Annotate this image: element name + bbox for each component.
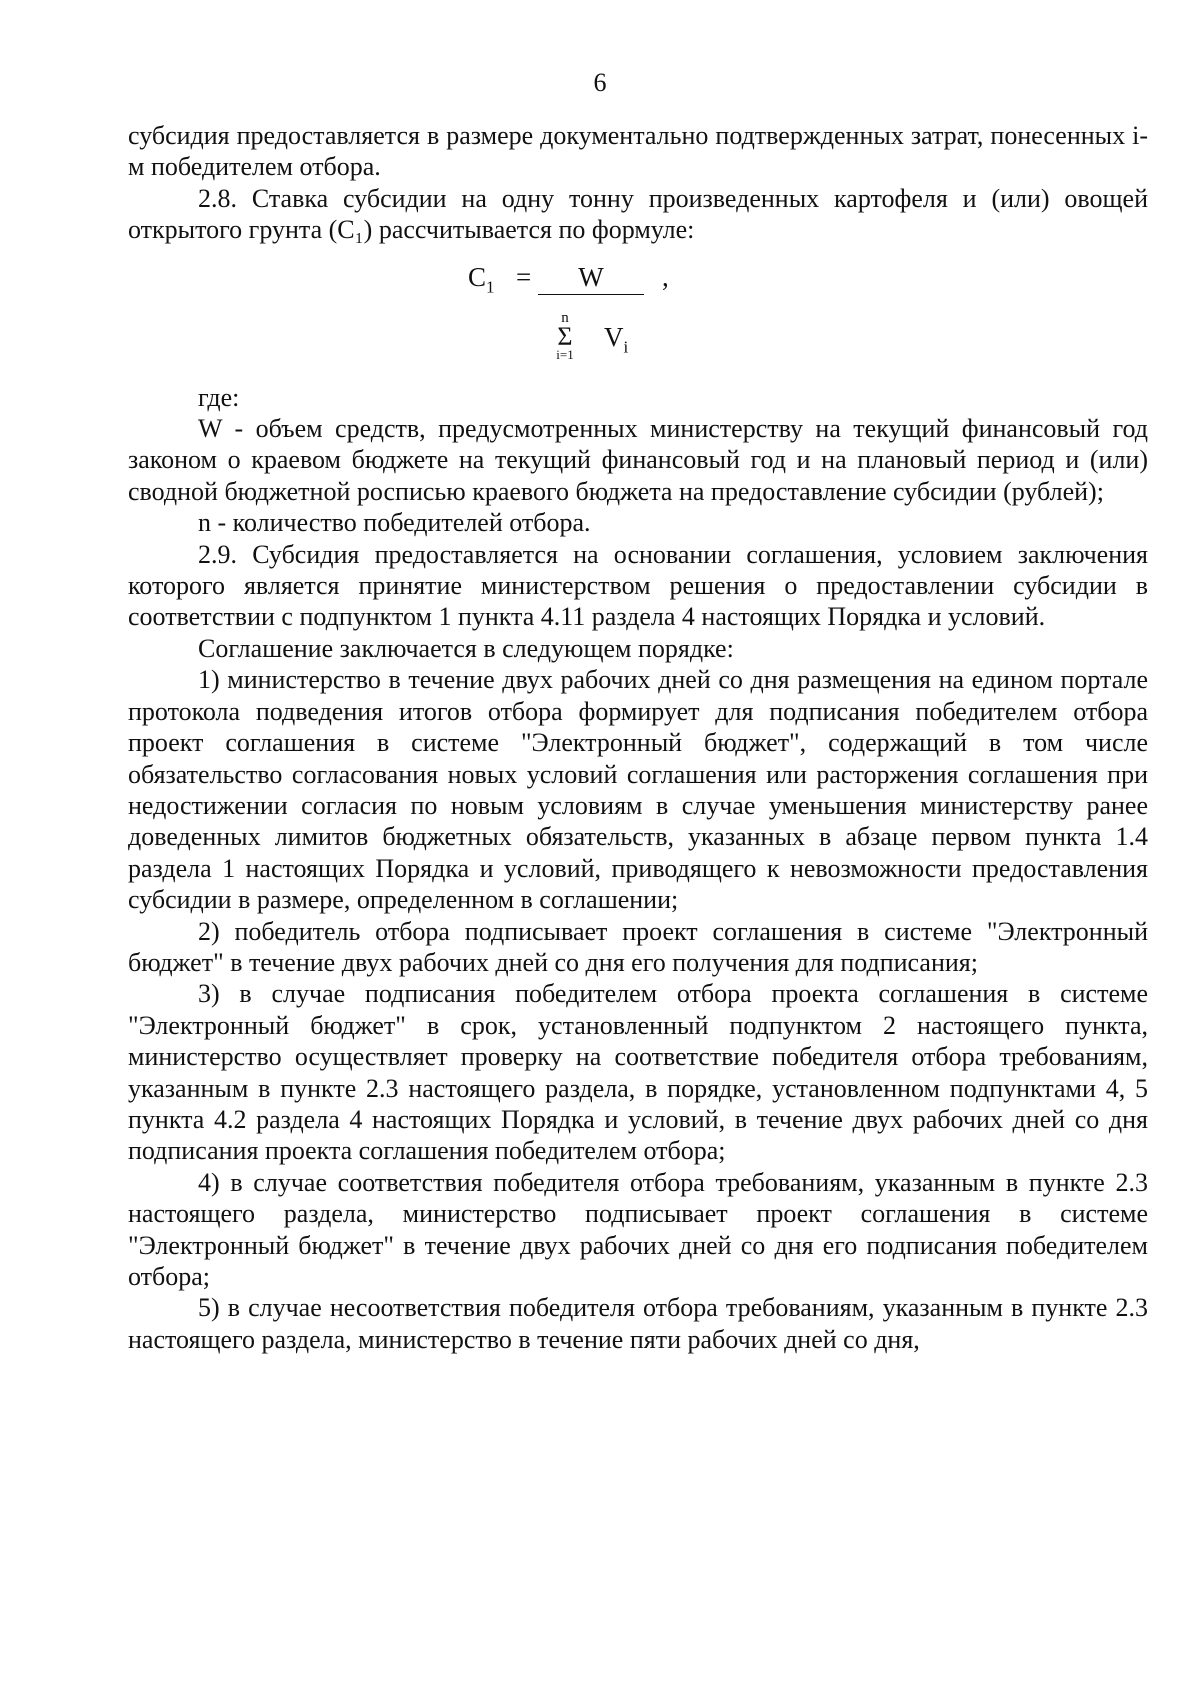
- paragraph-2-8: 2.8. Ставка субсидии на одну тонну произведенных картофеля и (или) овощей открытого грунта (C₁) рассчитывается по формуле:: [128, 183, 1148, 245]
- paragraph-intro: субсидия предоставляется в размере документально подтвержденных затрат, понесенных i-м победителем отбора.: [128, 121, 1148, 182]
- formula-comma: ,: [662, 261, 669, 292]
- paragraph-item-3: 3) в случае подписания победителем отбора проекта соглашения в системе "Электронный бюджет" в срок, установленный подпунктом 2 настоящего пункта, министерство осуществляет проверку на соответствие победителя отбора требованиям, указанным в пункте 2.3 настоящего раздела, в порядке, установленном подпунктами 4, 5 пункта 4.2 раздела 4 настоящих Порядка и условий, в течение двух рабочих дней со дня подписания проекта соглашения победителем отбора;: [128, 979, 1148, 1166]
- page-number: 6: [593, 68, 607, 97]
- paragraph-item-5: 5) в случае несоответствия победителя отбора требованиям, указанным в пункте 2.3 настоящего раздела, министерство в течение пяти рабочих дней со дня,: [128, 1293, 1148, 1354]
- document-body: [128, 120, 1148, 1355]
- paragraph-order: Соглашение заключается в следующем порядке:: [198, 633, 734, 663]
- paragraph-where: где:: [198, 382, 240, 412]
- fraction-line: [538, 294, 644, 295]
- formula-denominator: $V_i$: [604, 321, 629, 357]
- summation-sign: n Σ i=1: [556, 309, 574, 362]
- paragraph-item-2: 2) победитель отбора подписывает проект соглашения в системе "Электронный бюджет" в течение двух рабочих дней со дня его получения для подписания;: [128, 916, 1148, 977]
- paragraph-item-4: 4) в случае соответствия победителя отбора требованиям, указанным в пункте 2.3 настоящего раздела, министерство подписывает проект соглашения в системе "Электронный бюджет" в течение двух рабочих дней со дня его подписания победителем отбора;: [128, 1167, 1148, 1291]
- paragraph-2-9: 2.9. Субсидия предоставляется на основании соглашения, условием заключения которого является принятие министерством решения о предоставлении субсидии в соответствии с подпунктом 1 пункта 4.11 раздела 4 настоящих Порядка и условий.: [128, 539, 1148, 632]
- formula-numerator: W: [578, 261, 604, 292]
- formula-lhs: $C_1$: [468, 261, 495, 297]
- paragraph-item-1: 1) министерство в течение двух рабочих дней со дня размещения на едином портале протокола подведения итогов отбора формирует для подписания победителем отбора проект соглашения в системе "Электронный бюджет", содержащий в том числе обязательство согласования новых условий соглашения или расторжения соглашения при недостижении согласия по новым условиям в случае уменьшения министерству ранее доведенных лимитов бюджетных обязательств, указанных в абзаце первом пункта 1.4 раздела 1 настоящих Порядка и условий, приводящего к невозможности предоставления субсидии в размере, определенном в соглашении;: [128, 665, 1148, 915]
- subsidy-rate-formula: [128, 254, 1148, 382]
- paragraph-n-definition: n - количество победителей отбора.: [198, 508, 591, 538]
- formula-equals: =: [516, 261, 532, 292]
- paragraph-w-definition: W - объем средств, предусмотренных министерству на текущий финансовый год законом о краевом бюджете на текущий финансовый год и на плановый период и (или) сводной бюджетной росписью краевого бюджета на предоставление субсидии (рублей);: [128, 414, 1148, 506]
